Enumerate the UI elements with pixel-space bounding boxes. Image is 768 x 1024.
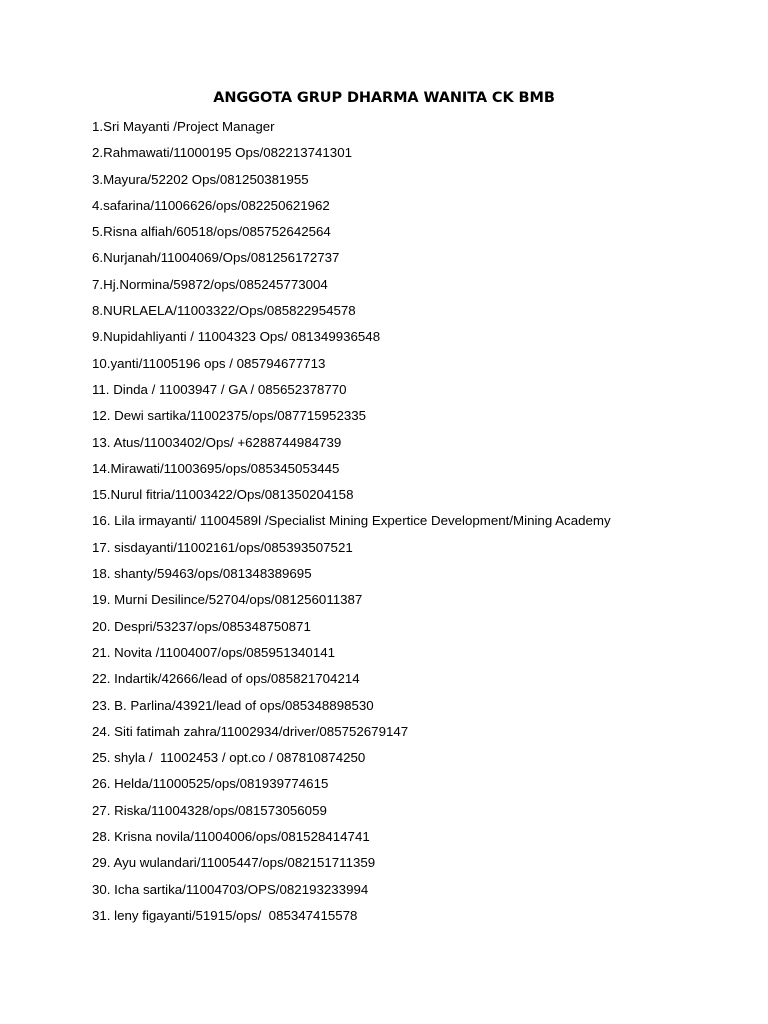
list-item: 2.Rahmawati/11000195 Ops/082213741301 bbox=[92, 145, 352, 161]
list-item: 5.Risna alfiah/60518/ops/085752642564 bbox=[92, 224, 331, 240]
list-item: 24. Siti fatimah zahra/11002934/driver/085752679147 bbox=[92, 723, 409, 739]
list-item: 30. Icha sartika/11004703/OPS/082193233994 bbox=[92, 881, 369, 897]
list-item: 20. Despri/53237/ops/085348750871 bbox=[92, 618, 311, 634]
list-item: 6.Nurjanah/11004069/Ops/081256172737 bbox=[92, 250, 340, 266]
list-item: 31. leny figayanti/51915/ops/ 085347415578 bbox=[92, 907, 358, 923]
list-item: 19. Murni Desilince/52704/ops/081256011387 bbox=[92, 592, 363, 608]
list-item: 7.Hj.Normina/59872/ops/085245773004 bbox=[92, 276, 328, 292]
list-item: 18. shanty/59463/ops/081348389695 bbox=[92, 566, 312, 582]
document-title: ANGGOTA GRUP DHARMA WANITA CK BMB bbox=[213, 90, 555, 106]
list-item: 21. Novita /11004007/ops/085951340141 bbox=[92, 644, 335, 660]
member-list bbox=[92, 117, 752, 932]
list-item: 26. Helda/11000525/ops/081939774615 bbox=[92, 776, 329, 792]
list-item: 15.Nurul fitria/11003422/Ops/081350204158 bbox=[92, 487, 354, 503]
list-item: 22. Indartik/42666/lead of ops/085821704214 bbox=[92, 671, 360, 687]
list-item: 16. Lila irmayanti/ 11004589l /Specialist Mining Expertice Development/Mining Academy bbox=[92, 513, 611, 529]
list-item: 12. Dewi sartika/11002375/ops/087715952335 bbox=[92, 408, 367, 424]
list-item: 13. Atus/11003402/Ops/ +6288744984739 bbox=[92, 434, 342, 450]
list-item: 4.safarina/11006626/ops/082250621962 bbox=[92, 197, 330, 213]
list-item: 27. Riska/11004328/ops/081573056059 bbox=[92, 802, 327, 818]
list-item: 1.Sri Mayanti /Project Manager bbox=[92, 119, 275, 134]
list-item: 17. sisdayanti/11002161/ops/085393507521 bbox=[92, 539, 353, 555]
list-item: 23. B. Parlina/43921/lead of ops/085348898530 bbox=[92, 697, 374, 713]
list-item: 25. shyla / 11002453 / opt.co / 087810874250 bbox=[92, 750, 366, 766]
list-item: 28. Krisna novila/11004006/ops/081528414741 bbox=[92, 829, 370, 845]
list-item: 3.Mayura/52202 Ops/081250381955 bbox=[92, 171, 309, 187]
list-item: 29. Ayu wulandari/11005447/ops/082151711359 bbox=[92, 855, 376, 871]
list-item: 9.Nupidahliyanti / 11004323 Ops/ 081349936548 bbox=[92, 329, 381, 345]
list-item: 10.yanti/11005196 ops / 085794677713 bbox=[92, 355, 326, 371]
list-item: 11. Dinda / 11003947 / GA / 085652378770 bbox=[92, 381, 347, 397]
list-item: 8.NURLAELA/11003322/Ops/085822954578 bbox=[92, 303, 356, 319]
list-item: 14.Mirawati/11003695/ops/085345053445 bbox=[92, 460, 340, 476]
